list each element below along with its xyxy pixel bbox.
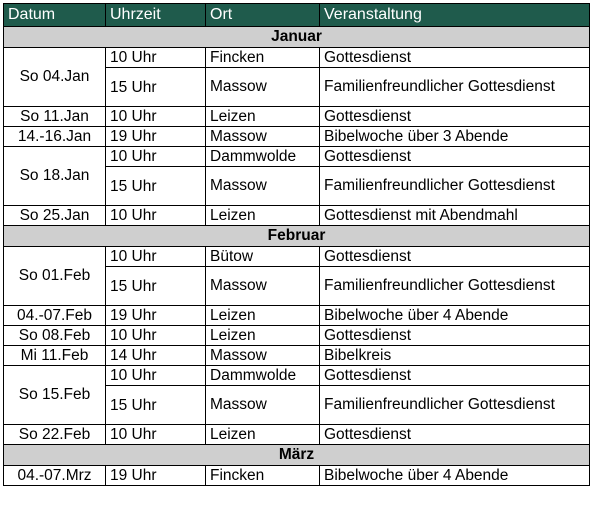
month-label: März xyxy=(4,445,590,466)
event-schedule-table xyxy=(3,3,590,486)
event-cell: Gottesdienst xyxy=(320,48,590,68)
header-veranstaltung: Veranstaltung xyxy=(320,4,590,27)
month-row-februar xyxy=(4,226,590,247)
event-cell: Bibelkreis xyxy=(320,346,590,366)
table-row xyxy=(4,247,590,267)
table-row xyxy=(4,466,590,486)
event-cell: Gottesdienst mit Abendmahl xyxy=(320,206,590,226)
time-cell: 10 Uhr xyxy=(106,425,206,445)
event-cell: Gottesdienst xyxy=(320,326,590,346)
place-cell: Massow xyxy=(206,127,320,147)
event-cell: Familienfreundlicher Gottesdienst xyxy=(320,267,590,306)
place-cell: Leizen xyxy=(206,425,320,445)
place-cell: Leizen xyxy=(206,326,320,346)
place-cell: Fincken xyxy=(206,48,320,68)
time-cell: 10 Uhr xyxy=(106,107,206,127)
place-cell: Massow xyxy=(206,267,320,306)
event-cell: Gottesdienst xyxy=(320,425,590,445)
event-cell: Bibelwoche über 4 Abende xyxy=(320,306,590,326)
month-label: Februar xyxy=(4,226,590,247)
event-cell: Bibelwoche über 4 Abende xyxy=(320,466,590,486)
place-cell: Leizen xyxy=(206,306,320,326)
table-row xyxy=(4,425,590,445)
time-cell: 10 Uhr xyxy=(106,326,206,346)
table-row xyxy=(4,206,590,226)
place-cell: Massow xyxy=(206,68,320,107)
table-row xyxy=(4,48,590,68)
date-cell: 04.-07.Mrz xyxy=(4,466,106,486)
time-cell: 10 Uhr xyxy=(106,206,206,226)
month-label: Januar xyxy=(4,27,590,48)
event-cell: Gottesdienst xyxy=(320,147,590,167)
place-cell: Dammwolde xyxy=(206,147,320,167)
time-cell: 15 Uhr xyxy=(106,68,206,107)
time-cell: 15 Uhr xyxy=(106,267,206,306)
time-cell: 14 Uhr xyxy=(106,346,206,366)
date-cell: 14.-16.Jan xyxy=(4,127,106,147)
table-row xyxy=(4,147,590,167)
date-cell: So 08.Feb xyxy=(4,326,106,346)
time-cell: 10 Uhr xyxy=(106,247,206,267)
date-cell: So 25.Jan xyxy=(4,206,106,226)
table-row xyxy=(4,346,590,366)
place-cell: Bütow xyxy=(206,247,320,267)
place-cell: Fincken xyxy=(206,466,320,486)
event-cell: Gottesdienst xyxy=(320,366,590,386)
table-row xyxy=(4,107,590,127)
place-cell: Dammwolde xyxy=(206,366,320,386)
time-cell: 19 Uhr xyxy=(106,127,206,147)
date-cell: So 01.Feb xyxy=(4,247,106,306)
date-cell: So 04.Jan xyxy=(4,48,106,107)
time-cell: 10 Uhr xyxy=(106,366,206,386)
event-cell: Familienfreundlicher Gottesdienst xyxy=(320,386,590,425)
event-cell: Familienfreundlicher Gottesdienst xyxy=(320,68,590,107)
place-cell: Massow xyxy=(206,346,320,366)
header-uhrzeit: Uhrzeit xyxy=(106,4,206,27)
date-cell: So 18.Jan xyxy=(4,147,106,206)
place-cell: Leizen xyxy=(206,107,320,127)
time-cell: 10 Uhr xyxy=(106,48,206,68)
date-cell: 04.-07.Feb xyxy=(4,306,106,326)
place-cell: Massow xyxy=(206,386,320,425)
table-row xyxy=(4,306,590,326)
time-cell: 15 Uhr xyxy=(106,386,206,425)
header-ort: Ort xyxy=(206,4,320,27)
place-cell: Massow xyxy=(206,167,320,206)
month-row-januar xyxy=(4,27,590,48)
table-row xyxy=(4,127,590,147)
date-cell: So 11.Jan xyxy=(4,107,106,127)
time-cell: 15 Uhr xyxy=(106,167,206,206)
date-cell: So 22.Feb xyxy=(4,425,106,445)
table-row xyxy=(4,326,590,346)
table-row xyxy=(4,366,590,386)
place-cell: Leizen xyxy=(206,206,320,226)
event-cell: Gottesdienst xyxy=(320,247,590,267)
time-cell: 19 Uhr xyxy=(106,466,206,486)
time-cell: 10 Uhr xyxy=(106,147,206,167)
time-cell: 19 Uhr xyxy=(106,306,206,326)
date-cell: So 15.Feb xyxy=(4,366,106,425)
date-cell: Mi 11.Feb xyxy=(4,346,106,366)
event-cell: Bibelwoche über 3 Abende xyxy=(320,127,590,147)
event-cell: Familienfreundlicher Gottesdienst xyxy=(320,167,590,206)
table-header-row xyxy=(4,4,590,27)
header-datum: Datum xyxy=(4,4,106,27)
month-row-maerz xyxy=(4,445,590,466)
event-cell: Gottesdienst xyxy=(320,107,590,127)
